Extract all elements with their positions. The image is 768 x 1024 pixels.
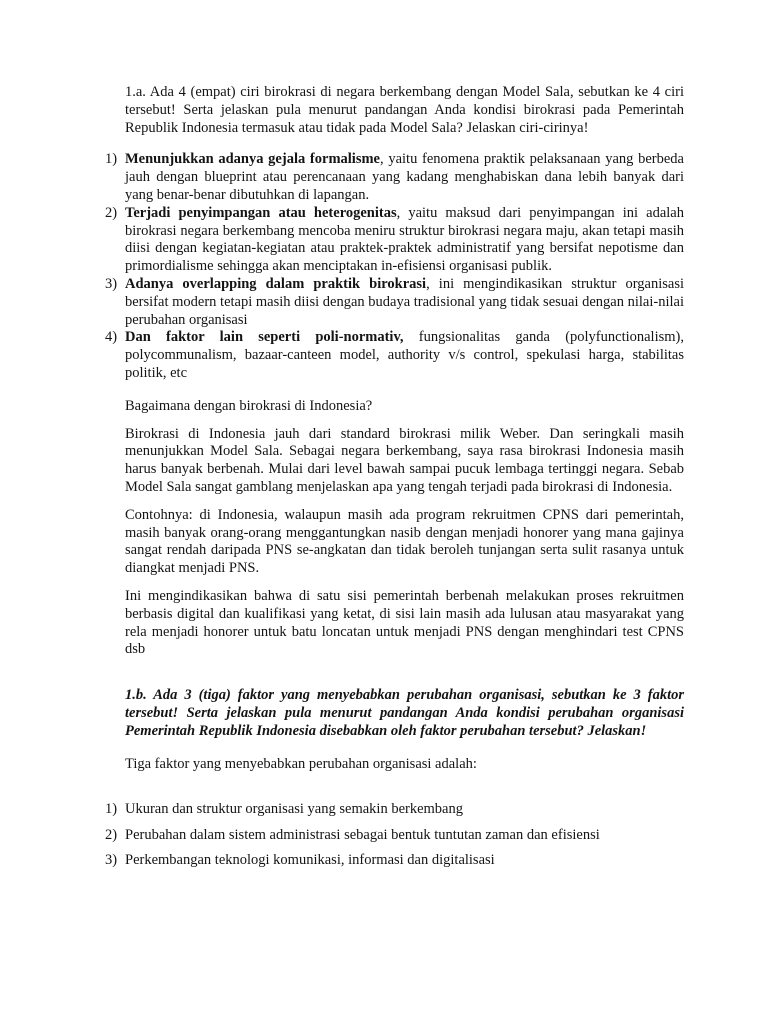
list-text: Perubahan dalam sistem administrasi sebagai bentuk tuntutan zaman dan efisiensi	[125, 826, 600, 843]
list-rest: , yaitu fenomena praktik pelaksanaan yang berbeda jauh dengan blueprint atau perencanaan yang kadang menghabiskan dana lebih banyak dari yang benar-benar dibutuhkan di lapangan.	[125, 151, 684, 203]
list-number: 3)	[105, 275, 118, 292]
list-lead-bold: Dan faktor lain seperti poli-normativ,	[125, 329, 404, 346]
question-bagaimana: Bagaimana dengan birokrasi di Indonesia?	[125, 397, 373, 414]
list-text: Ukuran dan struktur organisasi yang semakin berkembang	[125, 801, 463, 818]
list-item-formalisme	[105, 151, 684, 204]
list-item-penyimpangan	[105, 205, 684, 276]
paragraph-birokrasi-indonesia: Birokrasi di Indonesia jauh dari standard birokrasi milik Weber. Dan seringkali masih menunjukkan Model Sala. Sebagai negara berkembang, saya rasa birokrasi Indonesia masih harus banyak berbenah. Mulai dari level bawah sampai pucuk lembaga tertinggi negara. Sebab Model Sala sangat gamblang menjelaskan apa yang tengah terjadi pada birokrasi di Indonesia.	[125, 425, 684, 495]
list-number: 3)	[105, 851, 118, 868]
list-rest: , ini mengindikasikan struktur organisasi bersifat modern tetapi masih diisi dengan budaya tradisional yang tidak sesuai dengan nilai-nilai perubahan organisasi	[125, 275, 684, 328]
list-number: 1)	[105, 151, 118, 168]
question-1a: 1.a. Ada 4 (empat) ciri birokrasi di negara berkembang dengan Model Sala, sebutkan ke 4 ciri tersebut! Serta jelaskan pula menurut pandangan Anda kondisi birokrasi pada Pemerintah Republik Indonesia termasuk atau tidak pada Model Sala? Jelaskan ciri-cirinya!	[125, 84, 684, 136]
list-lead-bold: Menunjukkan adanya gejala formalisme	[125, 151, 380, 168]
list-item-poli-normativ	[105, 329, 684, 382]
list-lead-bold: Terjadi penyimpangan atau heterogenitas	[125, 204, 397, 221]
list-item-overlapping	[105, 276, 684, 329]
paragraph-contohnya: Contohnya: di Indonesia, walaupun masih ada program rekruitmen CPNS dari pemerintah, masih banyak orang-orang menggantungkan nasib dengan menjadi honorer yang mana gajinya sangat rendah daripada PNS se-angkatan dan tidak beroleh tunjangan serta sulit rasanya untuk diangkat menjadi PNS.	[125, 506, 684, 577]
list-text	[125, 276, 684, 329]
faktor-item-teknologi	[105, 852, 684, 870]
question-1b: 1.b. Ada 3 (tiga) faktor yang menyebabkan perubahan organisasi, sebutkan ke 3 faktor tersebut! Serta jelaskan pula menurut pandangan Anda kondisi perubahan organisasi Pemerintah Republik Indonesia disebabkan oleh faktor perubahan tersebut? Jelaskan!	[125, 687, 684, 739]
faktor-list	[105, 801, 684, 869]
list-text	[125, 205, 684, 276]
faktor-item-ukuran	[105, 801, 684, 819]
list-rest: , yaitu maksud dari penyimpangan ini adalah birokrasi negara berkembang mencoba meniru struktur birokrasi negara maju, akan tetapi masih diisi dengan kegiatan-kegiatan atau praktek-praktek administratif yang bersifat nepotisme dan primordialisme sehingga akan menciptakan in-efisiensi organisasi publik.	[125, 204, 684, 275]
list-lead-bold: Adanya overlapping dalam praktik birokrasi	[125, 275, 427, 292]
list-number: 2)	[105, 826, 118, 843]
faktor-intro: Tiga faktor yang menyebabkan perubahan organisasi adalah:	[125, 755, 477, 772]
list-number: 4)	[105, 329, 118, 346]
list-rest: fungsionalitas ganda (polyfunctionalism), polycommunalism, bazaar-canteen model, authority v/s control, spekulasi harga, stabilitas politik, etc	[125, 329, 684, 381]
list-text: Perkembangan teknologi komunikasi, informasi dan digitalisasi	[125, 851, 495, 868]
list-text	[125, 151, 684, 204]
paragraph-mengindikasikan: Ini mengindikasikan bahwa di satu sisi pemerintah berbenah melakukan proses rekruitmen berbasis digital dan kualifikasi yang ketat, di sisi lain masih ada lulusan atau masyarakat yang rela menjadi honorer untuk batu loncatan untuk menjadi PNS dengan menghindari test CPNS dsb	[125, 587, 684, 658]
ciri-list	[105, 151, 684, 382]
faktor-item-perubahan-sistem	[105, 827, 684, 845]
list-number: 2)	[105, 204, 118, 221]
list-number: 1)	[105, 801, 118, 818]
list-text	[125, 329, 684, 382]
